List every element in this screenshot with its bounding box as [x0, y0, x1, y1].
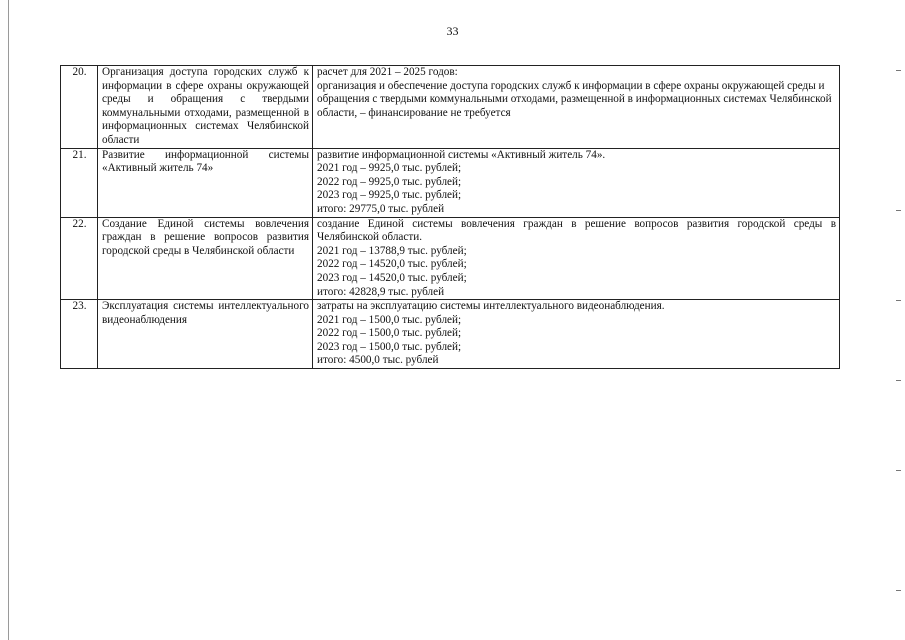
- row-number: 22.: [61, 217, 98, 300]
- row-number: 21.: [61, 148, 98, 217]
- scan-edge-mark: [896, 380, 901, 381]
- calculation-line: 2023 год – 9925,0 тыс. рублей;: [317, 189, 462, 202]
- calculation-line: 2022 год – 14520,0 тыс. рублей;: [317, 258, 467, 271]
- table-row: [61, 66, 840, 149]
- calculation-line: расчет для 2021 – 2025 годов:: [317, 66, 458, 78]
- calculation-line: итого: 4500,0 тыс. рублей: [317, 354, 439, 367]
- calculation-line: 2021 год – 1500,0 тыс. рублей;: [317, 313, 462, 326]
- activity-name: Развитие информационной системы «Активный житель 74»: [98, 148, 313, 217]
- row-number: 23.: [61, 300, 98, 369]
- calculation-cell: [313, 148, 840, 217]
- table-row: [61, 148, 840, 217]
- page-number: 33: [446, 24, 459, 38]
- calculation-line: 2022 год – 1500,0 тыс. рублей;: [317, 327, 462, 340]
- calculation-line: итого: 42828,9 тыс. рублей: [317, 285, 445, 298]
- calculation-line: 2021 год – 13788,9 тыс. рублей;: [317, 244, 467, 257]
- calculation-cell: [313, 66, 840, 149]
- calculation-cell: [313, 217, 840, 300]
- scan-edge-mark: [896, 70, 901, 71]
- calculation-line: 2023 год – 1500,0 тыс. рублей;: [317, 340, 462, 353]
- scan-edge-mark: [896, 470, 901, 471]
- calculation-line: затраты на эксплуатацию системы интеллектуального видеонаблюдения.: [317, 300, 665, 313]
- page-left-border: [8, 0, 9, 640]
- activity-name: Создание Единой системы вовлечения граждан в решение вопросов развития городской среды в Челябинской области: [98, 217, 313, 300]
- calculation-line: итого: 29775,0 тыс. рублей: [317, 202, 445, 215]
- calculation-line: развитие информационной системы «Активный житель 74».: [317, 148, 606, 161]
- calculation-cell: [313, 300, 840, 369]
- activity-name: Эксплуатация системы интеллектуального видеонаблюдения: [98, 300, 313, 369]
- calculation-line: 2023 год – 14520,0 тыс. рублей;: [317, 271, 467, 284]
- scan-edge-mark: [896, 590, 901, 591]
- cost-calculation-table: [60, 65, 840, 369]
- calculation-line: создание Единой системы вовлечения граждан в решение вопросов развития городской среды в Челябинской области.: [317, 217, 836, 244]
- row-number: 20.: [61, 66, 98, 149]
- scan-edge-mark: [896, 210, 901, 211]
- calculation-line: 2021 год – 9925,0 тыс. рублей;: [317, 162, 462, 175]
- calculation-line: 2022 год – 9925,0 тыс. рублей;: [317, 175, 462, 188]
- activity-name: Организация доступа городских служб к информации в сфере охраны окружающей среды и обращения с твердыми коммунальными отходами, размещенной в информационных системах Челябинской области: [98, 66, 313, 149]
- table-row: [61, 217, 840, 300]
- scan-edge-mark: [896, 300, 901, 301]
- table-row: [61, 300, 840, 369]
- calculation-line: организация и обеспечение доступа городских служб к информации в сфере охраны окружающей среды и обращения с твердыми коммунальными отходами, размещенной в информационных системах Челябинской области, – финансирование не требуется: [317, 79, 832, 119]
